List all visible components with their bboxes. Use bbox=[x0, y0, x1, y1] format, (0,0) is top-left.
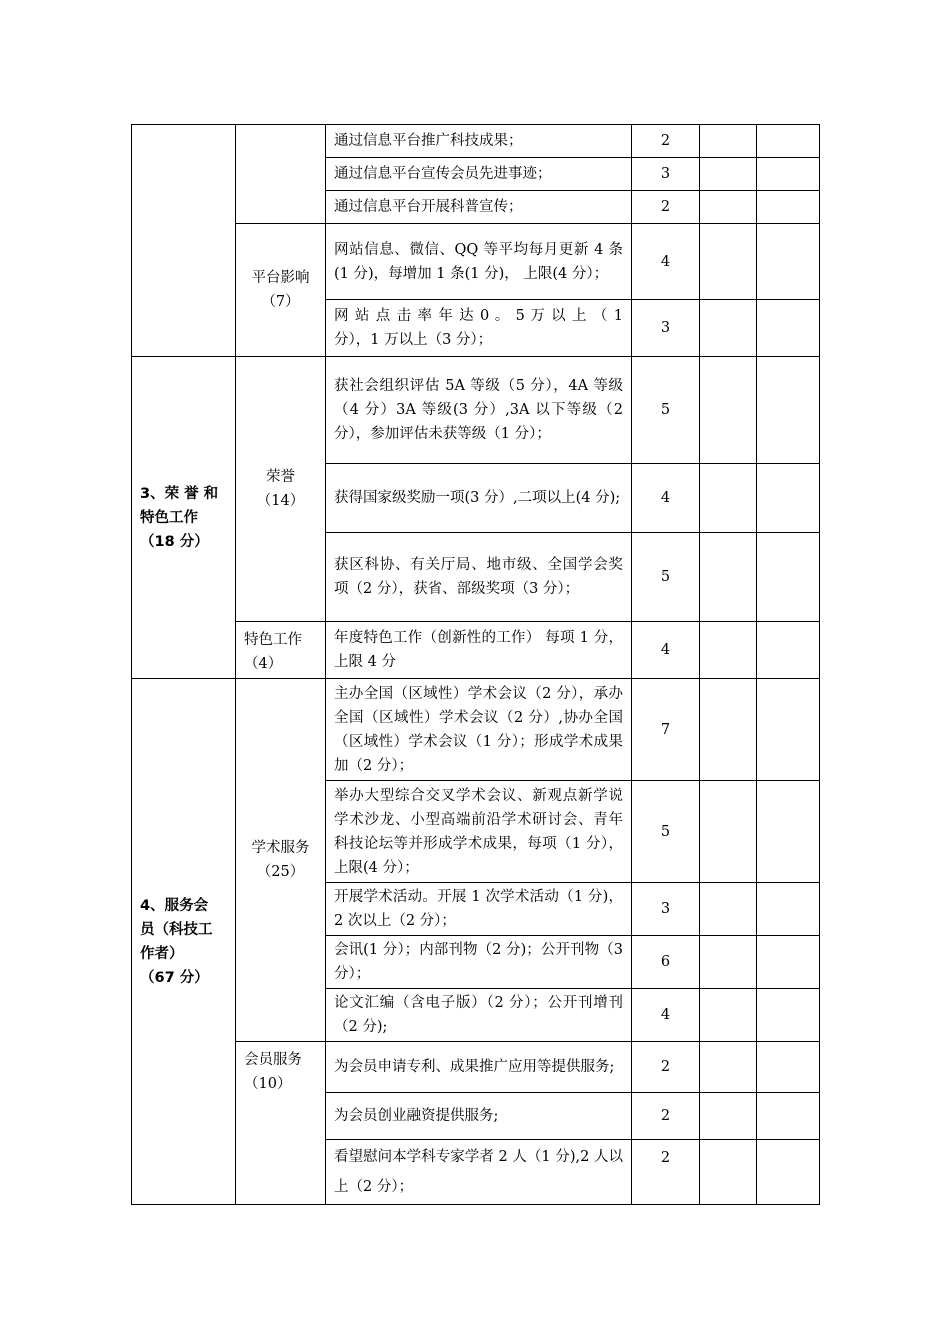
item-points: 3 bbox=[632, 883, 700, 936]
item-text: 开展学术活动。开展 1 次学术活动（1 分)，2 次以上（2 分）； bbox=[326, 883, 632, 936]
item-text: 为会员申请专利、成果推广应用等提供服务; bbox=[326, 1042, 632, 1093]
table-row bbox=[132, 125, 820, 158]
remark-cell bbox=[757, 357, 820, 464]
score-cell bbox=[700, 191, 757, 224]
score-cell bbox=[700, 224, 757, 300]
score-cell bbox=[700, 1140, 757, 1205]
sub-points: （25） bbox=[256, 864, 305, 880]
remark-cell bbox=[757, 936, 820, 989]
item-text: 为会员创业融资提供服务; bbox=[326, 1093, 632, 1140]
remark-cell bbox=[757, 191, 820, 224]
sub-label: 会员服务 bbox=[244, 1052, 302, 1068]
item-text: 通过信息平台推广科技成果； bbox=[326, 125, 632, 158]
item-points: 2 bbox=[632, 1042, 700, 1093]
item-text: 网站信息、微信、QQ 等平均每月更新 4 条(1 分)，每增加 1 条(1 分)， 上限(4 分）； bbox=[326, 224, 632, 300]
sub-points: （10） bbox=[244, 1076, 292, 1092]
item-text: 获得国家级奖励一项(3 分）,二项以上(4 分); bbox=[326, 464, 632, 533]
sub-points: （7） bbox=[261, 294, 300, 310]
category-line: （18 分） bbox=[140, 533, 209, 550]
table-row bbox=[132, 1042, 820, 1093]
item-text: 通过信息平台开展科普宣传； bbox=[326, 191, 632, 224]
score-cell bbox=[700, 883, 757, 936]
remark-cell bbox=[757, 883, 820, 936]
remark-cell bbox=[757, 781, 820, 883]
item-points: 2 bbox=[632, 191, 700, 224]
score-cell bbox=[700, 781, 757, 883]
item-points: 2 bbox=[632, 1140, 700, 1205]
remark-cell bbox=[757, 1093, 820, 1140]
item-text: 年度特色工作（创新性的工作） 每项 1 分，上限 4 分 bbox=[326, 622, 632, 679]
category-line: 3、荣 誉 和 bbox=[140, 485, 219, 502]
sub-category-platform bbox=[236, 224, 326, 357]
sub-cell-blank bbox=[236, 125, 326, 224]
sub-points: （14） bbox=[256, 493, 305, 509]
item-points: 2 bbox=[632, 125, 700, 158]
score-cell bbox=[700, 622, 757, 679]
item-text: 网 站 点 击 率 年 达 0 。 5 万 以 上 （ 1 分），1 万以上（3 分）； bbox=[326, 300, 632, 357]
item-text: 主办全国（区域性）学术会议（2 分），承办全国（区域性）学术会议（2 分）,协办全国（区域性）学术会议（1 分）；形成学术成果加（2 分）； bbox=[326, 679, 632, 781]
score-cell bbox=[700, 1093, 757, 1140]
item-points: 4 bbox=[632, 989, 700, 1042]
score-cell bbox=[700, 679, 757, 781]
remark-cell bbox=[757, 1042, 820, 1093]
sub-label: 学术服务 bbox=[251, 840, 310, 856]
item-text: 举办大型综合交叉学术会议、新观点新学说学术沙龙、小型高端前沿学术研讨会、青年科技论坛等并形成学术成果，每项（1 分），上限(4 分）； bbox=[326, 781, 632, 883]
category-line: 员（科技工 bbox=[140, 921, 213, 938]
category-line: 作者） bbox=[140, 945, 184, 962]
table-row bbox=[132, 357, 820, 464]
remark-cell bbox=[757, 158, 820, 191]
category-member bbox=[132, 679, 236, 1205]
item-text: 通过信息平台宣传会员先进事迹； bbox=[326, 158, 632, 191]
item-text: 获区科协、有关厅局、地市级、全国学会奖项（2 分），获省、部级奖项（3 分）； bbox=[326, 533, 632, 622]
score-cell bbox=[700, 357, 757, 464]
item-points: 3 bbox=[632, 300, 700, 357]
sub-category-special bbox=[236, 622, 326, 679]
category-cell-blank bbox=[132, 125, 236, 357]
item-text: 论文汇编（含电子版）（2 分）；公开刊增刊（2 分); bbox=[326, 989, 632, 1042]
score-cell bbox=[700, 936, 757, 989]
scoring-table bbox=[131, 124, 820, 1205]
item-points: 4 bbox=[632, 622, 700, 679]
item-text: 会讯(1 分）；内部刊物（2 分)；公开刊物（3 分）； bbox=[326, 936, 632, 989]
item-points: 6 bbox=[632, 936, 700, 989]
score-cell bbox=[700, 300, 757, 357]
score-cell bbox=[700, 125, 757, 158]
item-points: 5 bbox=[632, 781, 700, 883]
remark-cell bbox=[757, 622, 820, 679]
item-points: 7 bbox=[632, 679, 700, 781]
table-row bbox=[132, 224, 820, 300]
sub-points: （4） bbox=[244, 656, 283, 672]
sub-category-academic bbox=[236, 679, 326, 1042]
category-line: （67 分） bbox=[140, 969, 209, 986]
table-row bbox=[132, 679, 820, 781]
sub-category-member-service bbox=[236, 1042, 326, 1205]
sub-label: 平台影响 bbox=[251, 270, 310, 286]
score-cell bbox=[700, 1042, 757, 1093]
item-points: 4 bbox=[632, 464, 700, 533]
score-cell bbox=[700, 989, 757, 1042]
category-line: 4、服务会 bbox=[140, 897, 209, 914]
sub-category-honor bbox=[236, 357, 326, 622]
remark-cell bbox=[757, 224, 820, 300]
score-cell bbox=[700, 533, 757, 622]
item-text: 获社会组织评估 5A 等级（5 分），4A 等级（4 分）3A 等级(3 分）,3A 以下等级（2 分），参加评估未获等级（1 分）； bbox=[326, 357, 632, 464]
item-points: 5 bbox=[632, 357, 700, 464]
item-points: 2 bbox=[632, 1093, 700, 1140]
remark-cell bbox=[757, 125, 820, 158]
remark-cell bbox=[757, 989, 820, 1042]
remark-cell bbox=[757, 300, 820, 357]
category-honor bbox=[132, 357, 236, 679]
remark-cell bbox=[757, 464, 820, 533]
score-cell bbox=[700, 158, 757, 191]
item-points: 3 bbox=[632, 158, 700, 191]
item-points: 4 bbox=[632, 224, 700, 300]
item-points: 5 bbox=[632, 533, 700, 622]
score-cell bbox=[700, 464, 757, 533]
remark-cell bbox=[757, 1140, 820, 1205]
sub-label: 特色工作 bbox=[244, 632, 302, 648]
category-line: 特色工作 bbox=[140, 509, 198, 526]
table-row bbox=[132, 622, 820, 679]
remark-cell bbox=[757, 533, 820, 622]
remark-cell bbox=[757, 679, 820, 781]
item-text: 看望慰问本学科专家学者 2 人（1 分),2 人以上（2 分）； bbox=[326, 1140, 632, 1205]
sub-label: 荣誉 bbox=[266, 469, 295, 485]
